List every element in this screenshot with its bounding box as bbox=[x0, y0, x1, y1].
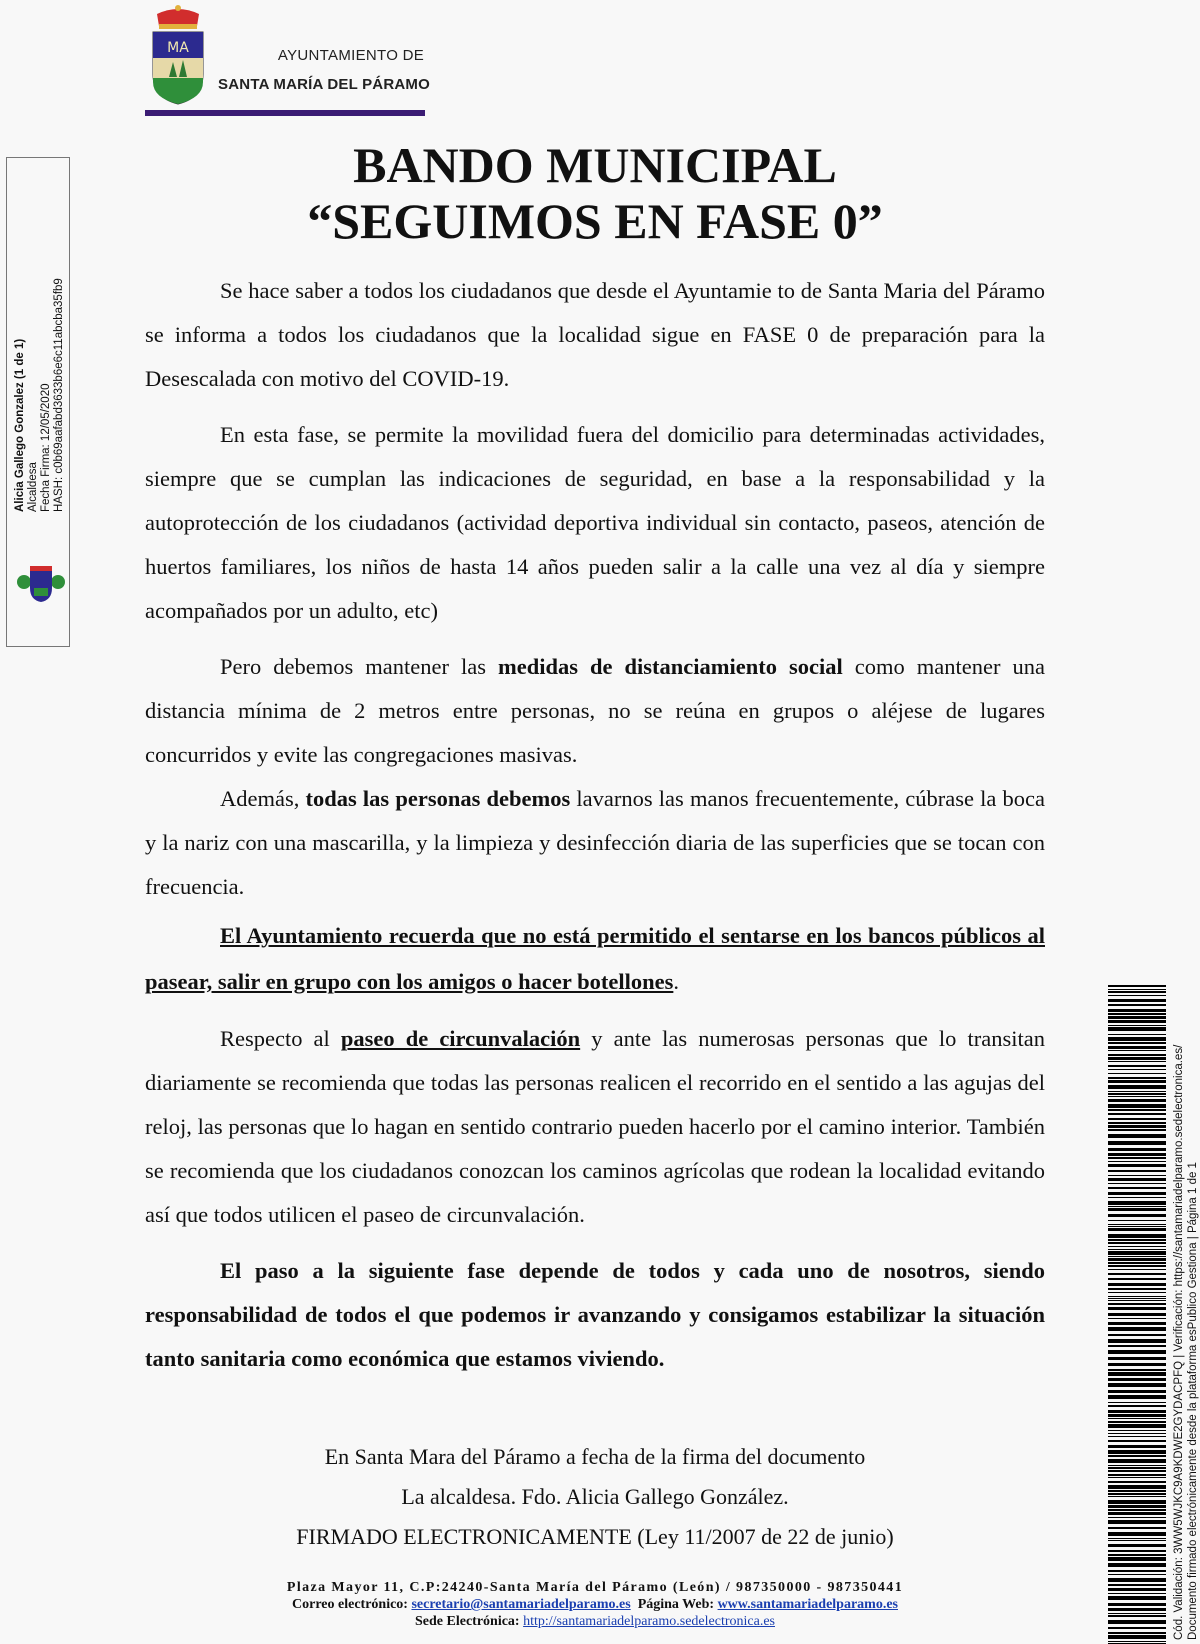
footer-address: Plaza Mayor 11, C.P:24240-Santa María del Páramo (León) / 987350000 - 987350441 bbox=[286, 1580, 904, 1595]
p6-bold-underlined: paseo de circunvalación bbox=[340, 1026, 581, 1051]
signature-date: Fecha Firma: 12/05/2020 bbox=[40, 383, 52, 512]
footer-contact bbox=[145, 1596, 1045, 1613]
email-label: Correo electrónico: bbox=[292, 1597, 412, 1612]
web-label: Página Web: bbox=[637, 1597, 718, 1612]
signer-name: Alicia Gallego Gonzalez (1 de 1) bbox=[14, 338, 26, 512]
sede-link[interactable]: http://santamariadelparamo.sedelectronica.es bbox=[523, 1614, 775, 1629]
p6-text-b: y ante las numerosas personas que lo transitan diariamente se recomienda que todas las personas realicen el recorrido en el sentido a las agujas del reloj, las personas que lo hagan en sentido contrario pueden hacerlo por el camino interior. También se recomienda que los ciudadanos conozcan los caminos agrícolas que rodean la localidad evitando así que todos utilicen el paseo de circunvalación. bbox=[145, 1026, 1045, 1227]
p4-text-b: lavarnos las manos frecuentemente, cúbrase la boca y la nariz con una mascarilla, y la limpieza y desinfección diaria de las superficies que se tocan con frecuencia. bbox=[145, 786, 1046, 899]
p5-period: . bbox=[673, 969, 679, 994]
closing-line3: FIRMADO ELECTRONICAMENTE (Ley 11/2007 de 22 de junio) bbox=[296, 1524, 894, 1549]
header-divider bbox=[145, 110, 425, 116]
verification-platform: Documento firmado electrónicamente desde la plataforma esPublico Gestiona | Página 1 de 1 bbox=[1187, 1162, 1199, 1640]
p4-bold: todas las personas debemos bbox=[305, 786, 571, 811]
signature-details bbox=[14, 278, 66, 512]
verification-code: Cód. Validación: 3WW5WJKC9A9KDWE2GYDACPFQ | Verificación: https://santamariadelparamo.sedelectronica.es/ bbox=[1173, 1044, 1185, 1640]
paragraph-1: Se hace saber a todos los ciudadanos que desde el Ayuntamie to de Santa Maria del Páramo se informa a todos los ciudadanos que la localidad sigue en FASE 0 de preparación para la Desescalada con motivo del COVID-19. bbox=[145, 278, 1045, 391]
p4-text-a: Además, bbox=[220, 786, 306, 811]
org-name-line1: AYUNTAMIENTO DE bbox=[277, 47, 425, 64]
document-title bbox=[145, 137, 1045, 249]
p3-text-a: Pero debemos mantener las bbox=[220, 654, 498, 679]
coat-of-arms-logo bbox=[145, 2, 211, 106]
p3-bold: medidas de distanciamiento social bbox=[497, 654, 843, 679]
paragraph-5 bbox=[145, 913, 1045, 1005]
title-line2: “SEGUIMOS EN FASE 0” bbox=[307, 193, 883, 249]
org-name-line2: SANTA MARÍA DEL PÁRAMO bbox=[218, 76, 430, 93]
verification-text bbox=[1172, 1045, 1200, 1640]
footer-sede bbox=[145, 1613, 1045, 1630]
small-crest-icon bbox=[16, 560, 66, 604]
signer-role: Alcaldesa bbox=[27, 462, 39, 512]
closing-line1: En Santa Mara del Páramo a fecha de la firma del documento bbox=[324, 1444, 866, 1469]
letterhead bbox=[145, 0, 430, 117]
p3-text-b: como mantener una distancia mínima de 2 metros entre personas, no se reúna en grupos o aléjese de lugares concurridos y evite las congregaciones masivas. bbox=[145, 654, 1046, 767]
footer bbox=[145, 1579, 1045, 1630]
barcode-icon bbox=[1108, 985, 1166, 1644]
paragraph-3 bbox=[145, 645, 1045, 777]
website-link[interactable]: www.santamariadelparamo.es bbox=[717, 1597, 898, 1612]
email-link[interactable]: secretario@santamariadelparamo.es bbox=[411, 1597, 631, 1612]
paragraph-6 bbox=[145, 1017, 1045, 1237]
paragraph-2: En esta fase, se permite la movilidad fuera del domicilio para determinadas actividades, siempre que se cumplan las indicaciones de seguridad, en base a la responsabilidad y la autoprotección de los ciudadanos (actividad deportiva individual sin contacto, paseos, atención de huertos familiares, los niños de hasta 14 años pueden salir a la calle una vez al día y siempre acompañados por un adulto, etc) bbox=[145, 422, 1045, 623]
svg-text:MA: MA bbox=[167, 40, 189, 56]
paragraph-4 bbox=[145, 777, 1045, 909]
signature-hash: HASH: c0b69aafabd3633b6e6c11abcba35fb9 bbox=[53, 278, 65, 512]
p5-bold-underlined: El Ayuntamiento recuerda que no está permitido el sentarse en los bancos públicos al pasear, salir en grupo con los amigos o hacer botellones bbox=[145, 923, 1045, 994]
document-body bbox=[145, 269, 1045, 1381]
closing-block bbox=[145, 1437, 1045, 1557]
closing-line2: La alcaldesa. Fdo. Alicia Gallego González. bbox=[401, 1484, 789, 1509]
sede-label: Sede Electrónica: bbox=[415, 1614, 524, 1629]
p6-text-a: Respecto al bbox=[220, 1026, 341, 1051]
paragraph-7: El paso a la siguiente fase depende de todos y cada uno de nosotros, siendo responsabilidad de todos el que podemos ir avanzando y consigamos estabilizar la situación tanto sanitaria como económica que estamos viviendo. bbox=[145, 1258, 1045, 1371]
title-line1: BANDO MUNICIPAL bbox=[353, 137, 837, 193]
